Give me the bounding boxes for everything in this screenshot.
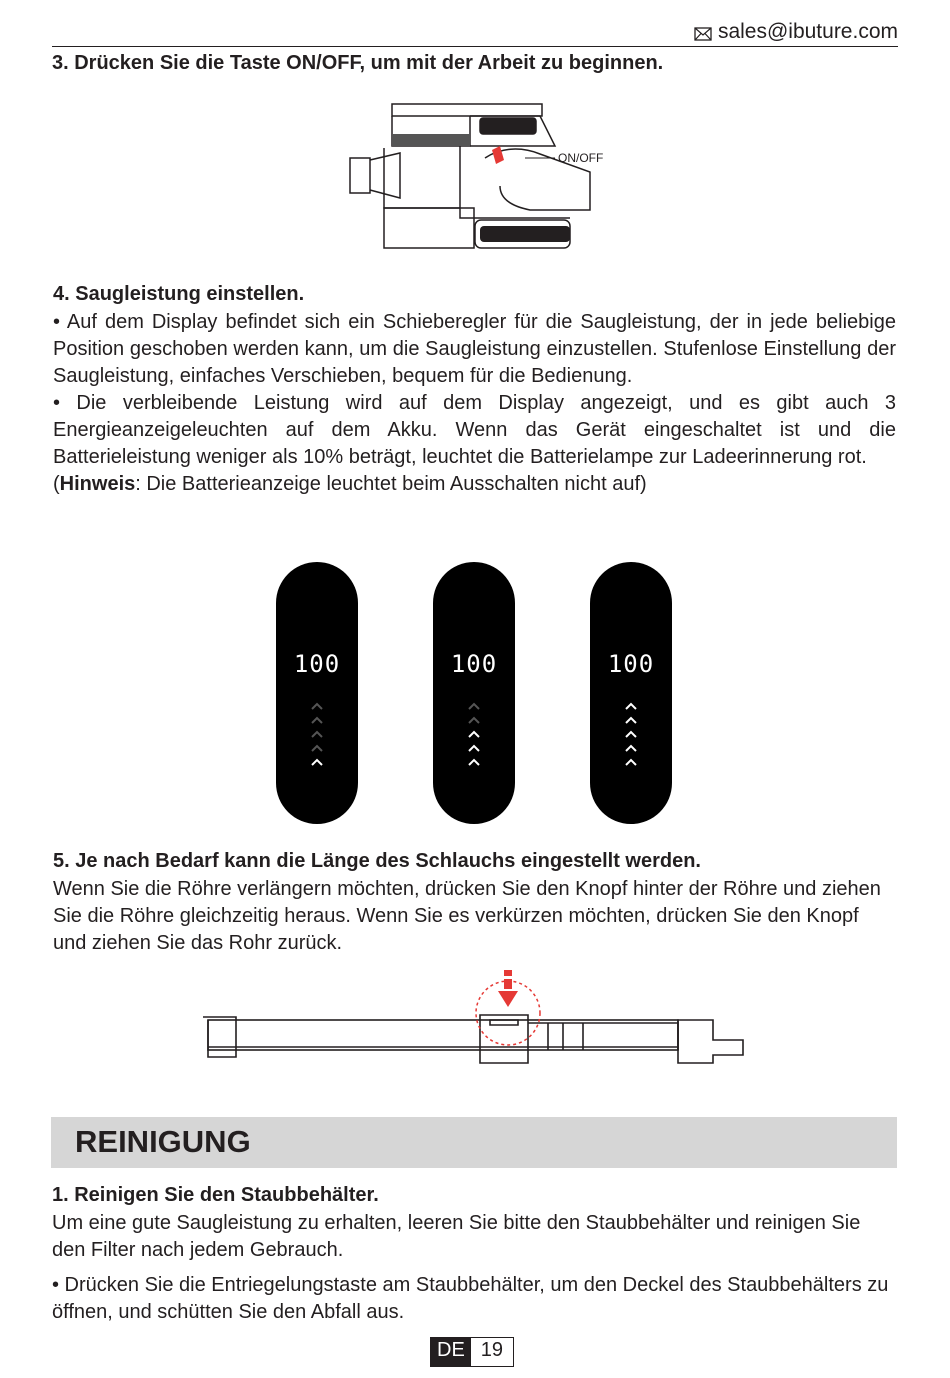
press-arrow-icon — [498, 991, 518, 1007]
suction-chevron-icon — [626, 718, 636, 723]
email-text: sales@ibuture.com — [717, 20, 898, 43]
suction-level-chevrons — [433, 562, 515, 824]
language-code: DE — [431, 1338, 471, 1366]
step4-body — [53, 309, 896, 498]
envelope-icon — [694, 27, 712, 41]
step4-paragraph-2: • Die verbleibende Leistung wird auf dem Display angezeigt, und es gibt auch 3 Energieanzeigeleuchten auf dem Akku. Wenn das Gerät eingeschaltet ist und die Batterieleistung weniger als 10% beträgt, leuchtet die Batterielampe zur Ladeerinnerung rot. — [53, 392, 896, 468]
suction-chevron-icon — [469, 718, 479, 723]
suction-chevron-icon — [312, 704, 322, 709]
suction-chevron-icon — [312, 732, 322, 737]
page-number: 19 — [480, 1339, 504, 1361]
suction-chevron-icon — [626, 760, 636, 765]
step5-body-wrap — [53, 876, 896, 957]
step4-note: (Hinweis: Die Batterieanzeige leuchtet beim Ausschalten nicht auf) — [53, 473, 647, 495]
suction-chevron-icon — [312, 718, 322, 723]
display-panel-2 — [433, 562, 515, 824]
cleaning1-title: 1. Reinigen Sie den Staubbehälter. — [52, 1184, 379, 1206]
tube-adjust-figure — [198, 965, 754, 1070]
onoff-label: ON/OFF — [558, 151, 604, 165]
email-header — [694, 20, 898, 44]
cleaning1-body-2: • Drücken Sie die Entriegelungstaste am Staubbehälter, um den Deckel des Staubbehälters zu öffnen, und schütten Sie den Abfall aus. — [52, 1274, 889, 1323]
header-rule — [52, 46, 898, 47]
step4-title: 4. Saugleistung einstellen. — [53, 283, 305, 305]
display-panel-3 — [590, 562, 672, 824]
note-bold: Hinweis — [59, 473, 136, 495]
display-value: 100 — [293, 650, 341, 678]
suction-chevron-icon — [469, 760, 479, 765]
note-rest: : Die Batterieanzeige leuchtet beim Ausschalten nicht auf) — [135, 473, 647, 495]
display-value: 100 — [607, 650, 655, 678]
step3-title: 3. Drücken Sie die Taste ON/OFF, um mit der Arbeit zu beginnen. — [52, 52, 664, 74]
suction-chevron-icon — [312, 746, 322, 751]
suction-chevron-icon — [312, 760, 322, 765]
suction-chevron-icon — [469, 704, 479, 709]
cleaning1-body-wrap — [52, 1210, 896, 1326]
suction-chevron-icon — [626, 732, 636, 737]
page-number-box — [430, 1337, 514, 1367]
display-panel-1 — [276, 562, 358, 824]
step5-body: Wenn Sie die Röhre verlängern möchten, drücken Sie den Knopf hinter der Röhre und ziehen Sie die Röhre gleichzeitig heraus. Wenn Sie es verkürzen möchten, drücken Sie den Knopf und ziehen Sie das Rohr zurück. — [53, 878, 881, 954]
step4-paragraph-1: • Auf dem Display befindet sich ein Schieberegler für die Saugleistung, der in jede beliebige Position geschoben werden kann, um die Saugleistung einzustellen. Stufenlose Einstellung der Saugleistung, einfaches Verschieben, bequem für die Bedienung. — [53, 311, 896, 387]
suction-chevron-icon — [626, 746, 636, 751]
suction-chevron-icon — [469, 746, 479, 751]
section-header-bar — [51, 1117, 897, 1168]
suction-level-chevrons — [276, 562, 358, 824]
suction-chevron-icon — [626, 704, 636, 709]
section-title: REINIGUNG — [75, 1124, 251, 1159]
display-value: 100 — [450, 650, 498, 678]
suction-level-chevrons — [590, 562, 672, 824]
step5-title: 5. Je nach Bedarf kann die Länge des Schlauchs eingestellt werden. — [53, 850, 701, 872]
vacuum-onoff-figure — [340, 98, 620, 258]
suction-chevron-icon — [469, 732, 479, 737]
cleaning1-body-1: Um eine gute Saugleistung zu erhalten, leeren Sie bitte den Staubbehälter und reinigen Sie den Filter nach jedem Gebrauch. — [52, 1212, 861, 1261]
